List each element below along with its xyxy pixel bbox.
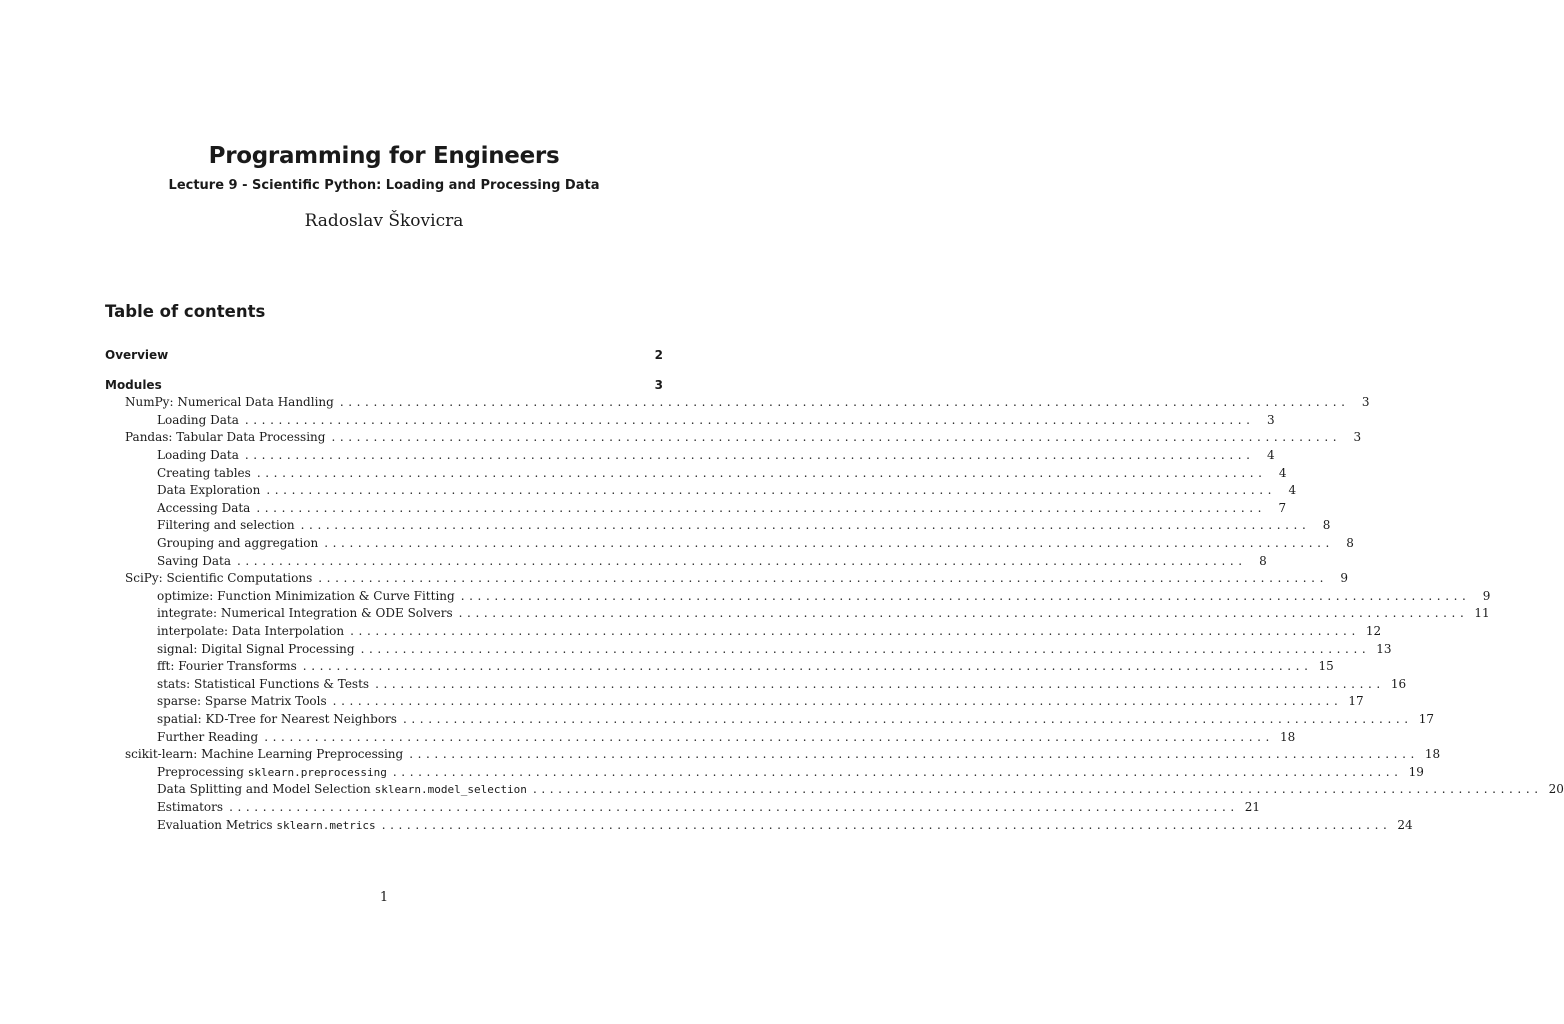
toc-leader-dots: ........................................................................................................................ — [302, 659, 1313, 674]
toc-entry-title: Filtering and selection — [157, 518, 295, 533]
toc-entry-page: 18 — [1424, 747, 1441, 762]
toc-entry[interactable] — [157, 587, 1491, 605]
toc-entry-page: 8 — [1259, 553, 1267, 568]
toc-leader-dots: ........................................................................................................................ — [229, 800, 1239, 814]
toc-entry-page: 3 — [1266, 412, 1275, 427]
toc-entry[interactable] — [157, 464, 1287, 482]
toc-entry-page: 11 — [1474, 606, 1490, 621]
toc-entry-title: Pandas: Tabular Data Processing — [125, 430, 326, 445]
toc-entry-title: interpolate: Data Interpolation — [157, 624, 345, 638]
toc-entry-label — [157, 640, 355, 658]
toc-entry-label — [157, 675, 369, 693]
toc-entry-title: SciPy: Scientific Computations — [125, 571, 313, 586]
toc-entry-label — [125, 393, 334, 411]
toc-entry-title: optimize: Function Minimization & Curve Fitting — [157, 588, 455, 603]
toc-entry[interactable] — [157, 499, 1287, 517]
page-number: 1 — [379, 890, 389, 905]
toc-entry-title: spatial: KD-Tree for Nearest Neighbors — [157, 712, 397, 726]
toc-entry[interactable] — [157, 780, 1564, 798]
toc-entry-page: 3 — [654, 377, 663, 392]
toc-entry-label — [157, 446, 239, 464]
toc-entry-page: 7 — [1278, 500, 1287, 515]
toc-entry-label — [157, 622, 344, 640]
toc-entry[interactable] — [157, 481, 1297, 499]
toc-entry-title: Accessing Data — [157, 500, 251, 515]
toc-entry[interactable] — [157, 657, 1334, 675]
toc-entry[interactable] — [157, 552, 1267, 570]
toc-entry-title: integrate: Numerical Integration & ODE Solvers — [157, 606, 453, 621]
toc-entry-page: 4 — [1266, 448, 1275, 462]
toc-entry-page: 17 — [1418, 712, 1434, 726]
toc-entry-page: 13 — [1376, 641, 1392, 656]
toc-entry[interactable] — [125, 393, 1370, 411]
toc-entry[interactable] — [125, 745, 1441, 763]
toc-entry-label — [157, 499, 250, 517]
toc-entry-title: Preprocessing — [157, 764, 244, 779]
toc-leader-dots: ........................................................................................................................ — [360, 641, 1371, 656]
toc-entry-page: 3 — [1353, 430, 1362, 445]
toc-entry[interactable] — [157, 534, 1354, 552]
toc-leader-dots: ........................................................................................................................ — [256, 465, 1267, 480]
toc-leader-dots: ........................................................................................................................ — [300, 518, 1311, 533]
toc-entry-label — [157, 816, 376, 835]
toc-entry[interactable] — [157, 411, 1275, 429]
toc-entry-label — [157, 464, 251, 482]
toc-leader-dots: ........................................................................................................................ — [244, 448, 1255, 462]
toc-entry-page: 19 — [1408, 764, 1424, 779]
toc-entry-page: 12 — [1365, 624, 1382, 638]
toc-entry-label — [105, 376, 162, 394]
toc-leader-dots: ........................................................................................................................ — [331, 430, 1342, 445]
toc-leader-dots: ........................................................................................................................ — [318, 571, 1328, 586]
toc-entry-label — [157, 587, 455, 605]
toc-entry-page: 15 — [1318, 659, 1334, 674]
toc-entry-page: 8 — [1346, 536, 1354, 550]
toc-entry[interactable] — [157, 728, 1296, 746]
toc-entry-title: Creating tables — [157, 465, 251, 480]
toc-entry-page: 20 — [1548, 782, 1564, 797]
toc-leader-dots: ........................................................................................................................ — [375, 676, 1385, 691]
toc-leader-dots: ........................................................................................................................ — [458, 606, 1469, 621]
toc-entry-label — [157, 516, 295, 534]
toc-entry-label — [157, 657, 297, 675]
toc-entry-page: 9 — [1340, 571, 1348, 586]
document-title: Programming for Engineers — [208, 143, 560, 169]
toc-entry[interactable] — [157, 798, 1261, 816]
toc-entry[interactable] — [105, 376, 663, 394]
toc-entry-title: Modules — [105, 377, 162, 392]
toc-entry-label — [157, 798, 223, 816]
toc-entry[interactable] — [125, 428, 1362, 446]
toc-entry-label — [157, 534, 318, 552]
toc-entry-page: 9 — [1482, 588, 1491, 603]
toc-entry[interactable] — [105, 346, 663, 364]
toc-leader-dots: ........................................................................................................................ — [392, 764, 1403, 779]
toc-entry[interactable] — [157, 604, 1490, 622]
toc-entry-page: 17 — [1348, 694, 1364, 709]
toc-entry-title: Estimators — [157, 800, 224, 814]
toc-entry-label — [125, 428, 325, 446]
toc-entry-page: 8 — [1322, 518, 1331, 533]
toc-entry[interactable] — [157, 816, 1413, 834]
toc-entry[interactable] — [157, 622, 1382, 640]
toc-entry-label — [157, 763, 387, 782]
toc-leader-dots: ........................................................................................................................ — [236, 553, 1247, 568]
toc-entry-page: 21 — [1244, 800, 1261, 814]
toc-entry-page: 16 — [1390, 676, 1407, 691]
toc-entry-title: Evaluation Metrics — [157, 817, 273, 832]
toc-entry[interactable] — [157, 446, 1275, 464]
toc-entry-title: sparse: Sparse Matrix Tools — [157, 694, 327, 709]
toc-entry[interactable] — [157, 763, 1424, 781]
toc-entry-title: signal: Digital Signal Processing — [157, 641, 355, 656]
toc-entry-label — [157, 481, 260, 499]
toc-entry-label — [157, 780, 527, 799]
toc-entry-label — [105, 346, 168, 364]
toc-entry-label — [157, 710, 397, 728]
toc-leader-dots: ........................................................................................................................ — [460, 588, 1471, 603]
toc-entry-title: Overview — [105, 348, 169, 362]
toc-entry[interactable] — [157, 710, 1434, 728]
toc-entry-label — [157, 692, 327, 710]
toc-entry-page: 18 — [1279, 729, 1296, 744]
toc-entry-page: 4 — [1288, 483, 1297, 498]
toc-entry-label — [157, 604, 453, 622]
toc-entry-code: sklearn.metrics — [276, 818, 376, 832]
toc-leader-dots: ........................................................................................................................ — [381, 817, 1392, 832]
toc-entry[interactable] — [157, 640, 1392, 658]
toc-entry-page: 2 — [654, 348, 663, 362]
toc-leader-dots: ........................................................................................................................ — [324, 536, 1334, 550]
toc-entry-title: Data Exploration — [157, 483, 261, 498]
document-subtitle: Lecture 9 - Scientific Python: Loading and Processing Data — [168, 178, 600, 193]
toc-entry-code: sklearn.model_selection — [374, 783, 527, 797]
toc-leader-dots: ........................................................................................................................ — [409, 747, 1419, 762]
toc-entry-title: fft: Fourier Transforms — [157, 659, 297, 674]
toc-heading: Table of contents — [105, 302, 266, 321]
toc-leader-dots: ........................................................................................................................ — [264, 729, 1274, 744]
toc-entry-label — [157, 552, 231, 570]
toc-entry-title: Loading Data — [157, 448, 239, 462]
toc-entry[interactable] — [125, 569, 1348, 587]
toc-leader-dots: ........................................................................................................................ — [266, 483, 1277, 498]
toc-entry-code: sklearn.preprocessing — [247, 765, 387, 779]
document-author: Radoslav Škovicra — [304, 211, 464, 231]
toc-entry-label — [125, 569, 312, 587]
toc-leader-dots: ........................................................................................................................ — [402, 712, 1413, 726]
toc-entry-title: NumPy: Numerical Data Handling — [125, 395, 334, 410]
toc-entry-label — [157, 728, 258, 746]
toc-entry-title: Loading Data — [157, 412, 239, 427]
toc-entry-title: Grouping and aggregation — [157, 536, 319, 550]
toc-entry-title: stats: Statistical Functions & Tests — [157, 676, 370, 691]
toc-entry[interactable] — [157, 675, 1407, 693]
toc-leader-dots: ........................................................................................................................ — [256, 500, 1267, 515]
toc-entry[interactable] — [157, 516, 1331, 534]
toc-entry-label — [125, 745, 403, 763]
toc-entry-page: 24 — [1397, 817, 1413, 832]
toc-leader-dots: ........................................................................................................................ — [332, 694, 1343, 709]
toc-leader-dots: ........................................................................................................................ — [350, 624, 1360, 638]
toc-leader-dots: ........................................................................................................................ — [244, 412, 1255, 427]
toc-entry-title: Further Reading — [157, 729, 259, 744]
toc-entry[interactable] — [157, 692, 1364, 710]
toc-entry-title: Data Splitting and Model Selection — [157, 782, 371, 797]
toc-leader-dots: ........................................................................................................................ — [339, 395, 1350, 410]
toc-entry-label — [157, 411, 239, 429]
toc-entry-page: 3 — [1361, 395, 1370, 410]
toc-entry-page: 4 — [1278, 465, 1287, 480]
toc-entry-title: Saving Data — [157, 553, 231, 568]
toc-leader-dots: ........................................................................................................................ — [532, 782, 1543, 797]
toc-entry-title: scikit-learn: Machine Learning Preprocessing — [125, 747, 404, 762]
